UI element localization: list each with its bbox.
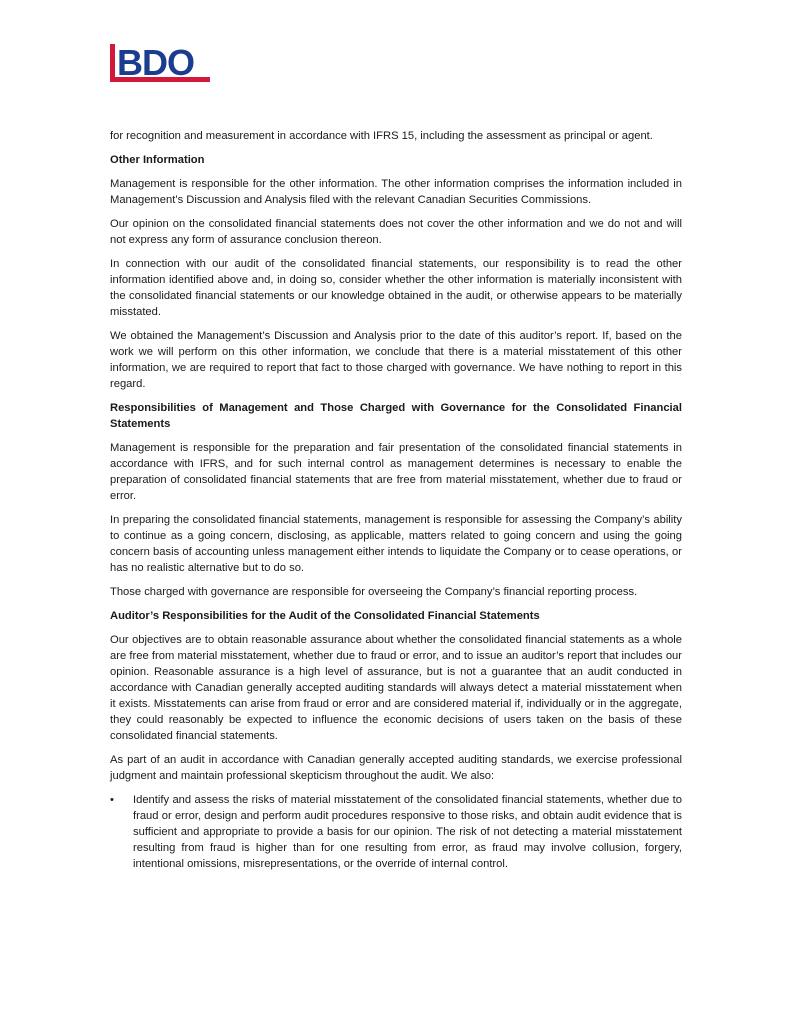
- body-paragraph: Management is responsible for the preparation and fair presentation of the consolidated financial statements in accordance with IFRS, and for such internal control as management determines is necessary to enable the preparation of consolidated financial statements that are free from material misstatement, whether due to fraud or error.: [110, 442, 682, 502]
- body-paragraph: We obtained the Management’s Discussion and Analysis prior to the date of this auditor’s report. If, based on the work we will perform on this other information, we conclude that there is a material misstatement of this other information, we are required to report that fact to those charged with governance. We have nothing to report in this regard.: [110, 330, 682, 390]
- bullet-marker: •: [110, 794, 114, 806]
- svg-text:BDO: BDO: [117, 44, 194, 83]
- body-paragraph: In preparing the consolidated financial statements, management is responsible for assessing the Company’s ability to continue as a going concern, disclosing, as applicable, matters related to going concern and using the going concern basis of accounting unless management either intends to liquidate the Company or to cease operations, or has no realistic alternative but to do so.: [110, 514, 682, 574]
- body-paragraph: In connection with our audit of the consolidated financial statements, our responsibility is to read the other information identified above and, in doing so, consider whether the other information is materially inconsistent with the consolidated financial statements or our knowledge obtained in the audit, or otherwise appears to be materially misstated.: [110, 258, 682, 318]
- section-heading: Other Information: [110, 154, 205, 166]
- body-paragraph: for recognition and measurement in accordance with IFRS 15, including the assessment as principal or agent.: [110, 130, 653, 142]
- report-body: [110, 128, 682, 872]
- section-heading: Responsibilities of Management and Those Charged with Governance for the Consolidated Financial Statements: [110, 402, 682, 430]
- section-heading: Auditor’s Responsibilities for the Audit of the Consolidated Financial Statements: [110, 610, 540, 622]
- bullet-list: [110, 792, 682, 872]
- bdo-logo: [110, 44, 214, 86]
- bdo-logo-mark: [110, 44, 214, 86]
- body-paragraph: As part of an audit in accordance with Canadian generally accepted auditing standards, we exercise professional judgment and maintain professional skepticism throughout the audit. We also:: [110, 754, 682, 782]
- body-paragraph: Management is responsible for the other information. The other information comprises the information included in Management’s Discussion and Analysis filed with the relevant Canadian Securities Commissions.: [110, 178, 682, 206]
- body-paragraph: Our opinion on the consolidated financial statements does not cover the other information and we do not and will not express any form of assurance conclusion thereon.: [110, 218, 682, 246]
- list-item-text: Identify and assess the risks of material misstatement of the consolidated financial statements, whether due to fraud or error, design and perform audit procedures responsive to those risks, and obtain audit evidence that is sufficient and appropriate to provide a basis for our opinion. The risk of not detecting a material misstatement resulting from fraud is higher than for one resulting from error, as fraud may involve collusion, forgery, intentional omissions, misrepresentations, or the override of internal control.: [133, 794, 682, 870]
- body-paragraph: Our objectives are to obtain reasonable assurance about whether the consolidated financial statements as a whole are free from material misstatement, whether due to fraud or error, and to issue an auditor’s report that includes our opinion. Reasonable assurance is a high level of assurance, but is not a guarantee that an audit conducted in accordance with Canadian generally accepted auditing standards will always detect a material misstatement when it exists. Misstatements can arise from fraud or error and are considered material if, individually or in the aggregate, they could reasonably be expected to influence the economic decisions of users taken on the basis of these consolidated financial statements.: [110, 634, 682, 742]
- body-paragraph: Those charged with governance are responsible for overseeing the Company’s financial reporting process.: [110, 586, 638, 598]
- list-item: [110, 792, 682, 872]
